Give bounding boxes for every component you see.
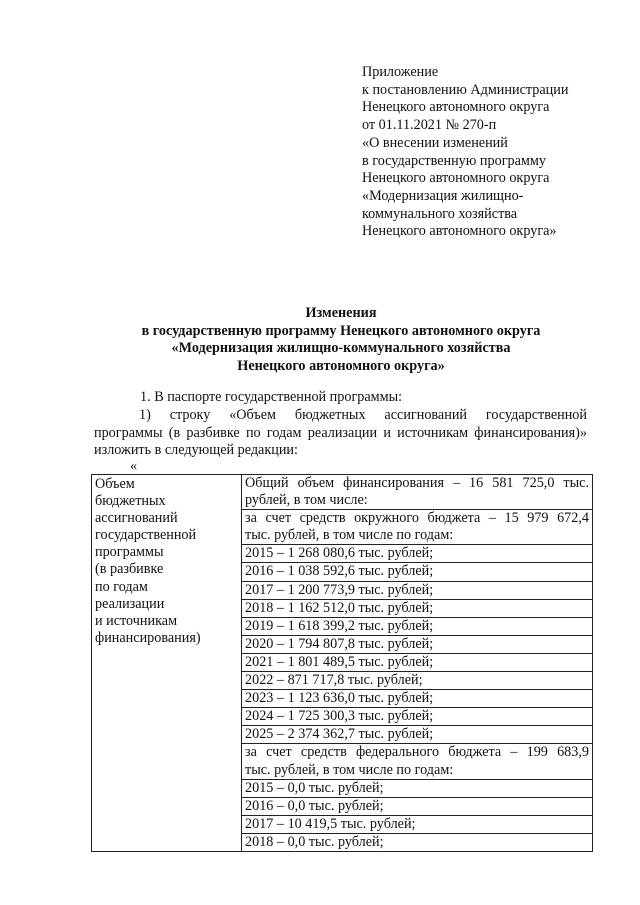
appendix-header xyxy=(362,64,622,241)
value-line: 2022 – 871 717,8 тыс. рублей; xyxy=(242,672,592,690)
label-line: государственной xyxy=(95,527,197,544)
label-line: Объем xyxy=(95,476,135,492)
value-line: 2025 – 2 374 362,7 тыс. рублей; xyxy=(242,726,592,744)
value-line: за счет средств федерального бюджета – 199 683,9 xyxy=(245,744,589,761)
value-line: Общий объем финансирования – 16 581 725,0 тыс. xyxy=(245,475,589,491)
appendix-line: «Модернизация жилищно- xyxy=(362,187,524,204)
title-line: Изменения xyxy=(305,305,377,321)
label-line: финансирования) xyxy=(95,629,201,646)
table-value-cell xyxy=(242,475,593,852)
label-line: программы xyxy=(95,544,164,561)
title-line: Ненецкого автономного округа» xyxy=(237,358,445,375)
value-line: 2024 – 1 725 300,3 тыс. рублей; xyxy=(242,708,592,726)
document-title xyxy=(96,305,586,376)
value-line: 2018 – 0,0 тыс. рублей; xyxy=(245,833,384,850)
opening-quote: « xyxy=(130,458,138,474)
appendix-line: Приложение xyxy=(362,64,439,80)
appendix-line: Ненецкого автономного округа» xyxy=(362,223,557,240)
instruction-line: изложить в следующей редакции: xyxy=(94,442,298,459)
appendix-line: Ненецкого автономного округа xyxy=(362,99,550,116)
value-line: 2017 – 10 419,5 тыс. рублей; xyxy=(242,816,592,834)
instruction-line: 1) строку «Объем бюджетных ассигнований государственной xyxy=(139,407,587,423)
label-line: (в разбивке xyxy=(95,561,164,578)
table-row xyxy=(92,475,593,852)
value-line: 2016 – 1 038 592,6 тыс. рублей; xyxy=(242,563,592,581)
appendix-line: Ненецкого автономного округа xyxy=(362,170,550,187)
appendix-line: к постановлению Администрации xyxy=(362,81,569,98)
budget-table xyxy=(91,474,593,852)
appendix-line: «О внесении изменений xyxy=(362,134,508,151)
value-line: 2021 – 1 801 489,5 тыс. рублей; xyxy=(242,654,592,672)
paragraph-instruction xyxy=(94,407,587,460)
value-line: 2016 – 0,0 тыс. рублей; xyxy=(242,798,592,816)
value-line: 2018 – 1 162 512,0 тыс. рублей; xyxy=(242,600,592,618)
title-line: в государственную программу Ненецкого автономного округа xyxy=(141,322,541,339)
appendix-line: коммунального хозяйства xyxy=(362,205,518,222)
value-line: 2023 – 1 123 636,0 тыс. рублей; xyxy=(242,690,592,708)
value-line: за счет средств окружного бюджета – 15 979 672,4 xyxy=(245,510,589,527)
appendix-line: в государственную программу xyxy=(362,152,546,169)
value-line: тыс. рублей, в том числе по годам: xyxy=(242,762,592,780)
label-line: ассигнований xyxy=(95,510,178,527)
value-line: 2015 – 1 268 080,6 тыс. рублей; xyxy=(242,545,592,563)
label-line: бюджетных xyxy=(95,493,166,510)
label-line: по годам xyxy=(95,578,148,595)
table-label-cell xyxy=(92,475,242,852)
title-line: «Модернизация жилищно-коммунального хозяйства xyxy=(171,340,511,357)
value-line: 2015 – 0,0 тыс. рублей; xyxy=(242,780,592,798)
label-line: и источникам xyxy=(95,612,178,629)
paragraph-passport: 1. В паспорте государственной программы: xyxy=(140,389,403,405)
label-line: реализации xyxy=(95,595,165,612)
instruction-line: программы (в разбивке по годам реализации и источникам финансирования)» xyxy=(94,424,587,441)
value-line: 2020 – 1 794 807,8 тыс. рублей; xyxy=(242,636,592,654)
appendix-line: от 01.11.2021 № 270-п xyxy=(362,117,497,134)
value-line: тыс. рублей, в том числе по годам: xyxy=(242,527,592,545)
value-line: 2017 – 1 200 773,9 тыс. рублей; xyxy=(242,582,592,600)
value-line: 2019 – 1 618 399,2 тыс. рублей; xyxy=(242,618,592,636)
value-line: рублей, в том числе: xyxy=(242,492,592,510)
